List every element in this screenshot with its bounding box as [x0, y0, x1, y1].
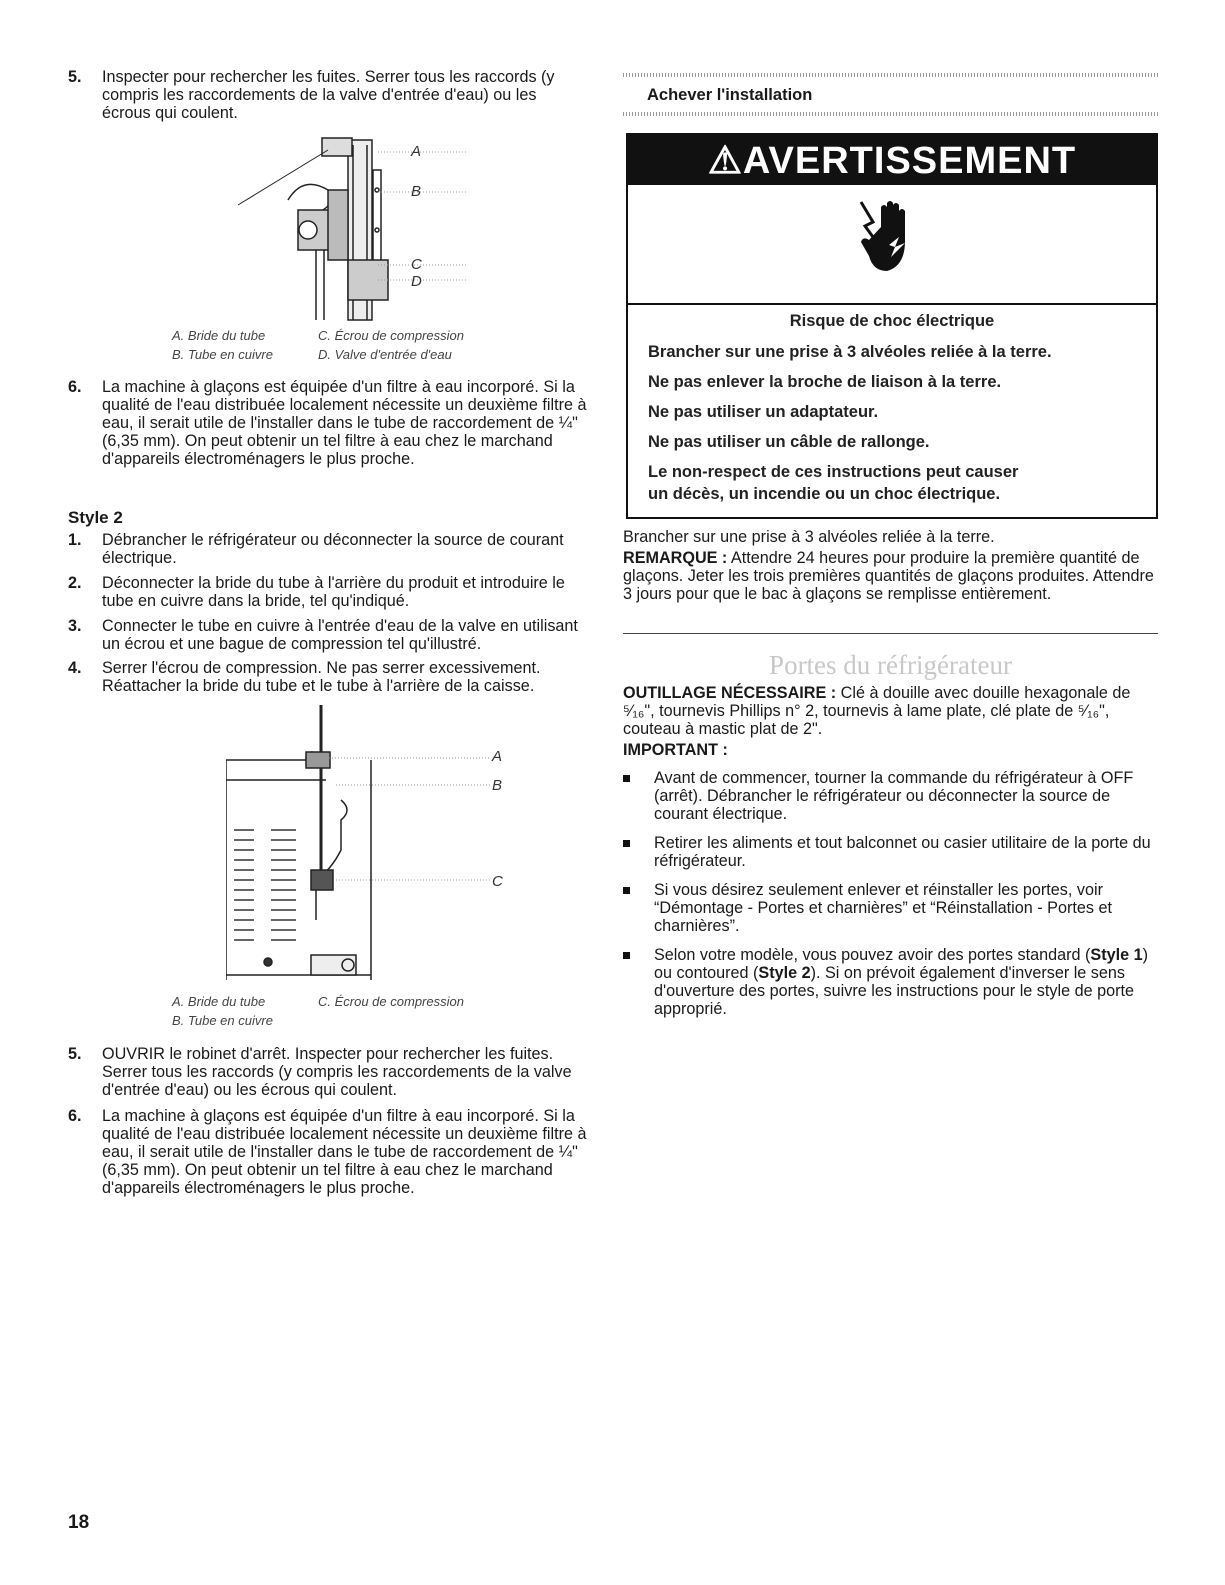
- bullet-text: Si vous désirez seulement enlever et réinstaller les portes, voir “Démontage - Portes et charnières” et “Réinstallation - Portes et charnières”.: [654, 881, 1112, 935]
- bullet-item: [623, 946, 1158, 1018]
- bullet-text-part: Selon votre modèle, vous pouvez avoir des portes standard (: [654, 946, 1091, 964]
- caption-c: C. Écrou de compression: [318, 328, 464, 343]
- style-2-heading: Style 2: [68, 508, 123, 527]
- step-text: OUVRIR le robinet d'arrêt. Inspecter pour rechercher les fuites. Serrer tous les raccords (y compris les raccordements de la valve d'entrée d'eau) ou les écrous qui coulent.: [102, 1045, 572, 1099]
- warning-line-3: Ne pas utiliser un adaptateur.: [648, 403, 879, 421]
- divider-dotted: [623, 73, 1158, 77]
- tube-clamp-figure: [226, 700, 526, 990]
- figure-label-a: A: [411, 143, 422, 160]
- page-number: 18: [68, 1512, 90, 1533]
- style-1-label: Style 1: [1090, 946, 1143, 964]
- warning-line-5: Le non-respect de ces instructions peut causer: [648, 463, 1019, 481]
- step-number: 2.: [68, 574, 82, 592]
- style2-step-2: [68, 574, 588, 610]
- warning-icon-area: [628, 185, 1156, 305]
- step-number: 3.: [68, 617, 82, 635]
- step-number: 6.: [68, 1107, 82, 1125]
- caption-b: B. Tube en cuivre: [172, 1013, 273, 1028]
- bullet-text-part: ). Si on prévoit également d'inverser le sens d'ouverture des portes, suivre les instructions pour le style de porte approprié.: [654, 964, 1134, 1018]
- style2-step-1: [68, 531, 588, 567]
- caption-b: B. Tube en cuivre: [172, 347, 273, 362]
- warning-line-2: Ne pas enlever la broche de liaison à la terre.: [648, 373, 1002, 391]
- warning-title: AVERTISSEMENT: [742, 140, 1077, 182]
- step-text: Déconnecter la bride du tube à l'arrière du produit et introduire le tube en cuivre dans la bride, tel qu'indiqué.: [102, 574, 565, 610]
- section-heading: Achever l'installation: [647, 86, 813, 104]
- style2-step-4: [68, 659, 588, 695]
- electric-shock-hand-icon: [856, 197, 926, 277]
- bullet-text: Retirer les aliments et tout balconnet ou casier utilitaire de la porte du réfrigérateur.: [654, 834, 1151, 870]
- figure-label-c: C: [411, 256, 422, 273]
- figure-label-d: D: [411, 273, 422, 290]
- bullet-square-icon: [623, 887, 630, 894]
- step-text: Débrancher le réfrigérateur ou déconnecter la source de courant électrique.: [102, 531, 564, 567]
- step-number: 5.: [68, 68, 82, 86]
- warning-line-6: un décès, un incendie ou un choc électrique.: [648, 485, 1001, 503]
- warning-risk: Risque de choc électrique: [789, 312, 995, 330]
- figure-label-b: B: [492, 777, 503, 794]
- doors-heading: Portes du réfrigérateur: [769, 650, 1012, 680]
- bullet-item: [623, 834, 1158, 870]
- note-text: Attendre 24 heures pour produire la première quantité de glaçons. Jeter les trois premières quantités de glaçons produites. Attendre 3 jours pour que le bac à glaçons se remplisse entièrement.: [623, 549, 1154, 603]
- step-5-open-valve: [68, 1045, 588, 1099]
- step-text: Connecter le tube en cuivre à l'entrée d'eau de la valve en utilisant un écrou et une bague de compression tel qu'illustré.: [102, 617, 578, 653]
- step-5-inspect: [68, 68, 588, 122]
- step-6-filter: [68, 1107, 588, 1197]
- divider-dotted: [623, 112, 1158, 116]
- style2-step-3: [68, 617, 588, 653]
- divider: [623, 633, 1158, 634]
- caption-a: A. Bride du tube: [172, 994, 266, 1009]
- tools-text: Clé à douille avec douille hexagonale de ⁵⁄₁₆", tournevis Phillips n° 2, tournevis à lame plate, clé plate de ⁵⁄₁₆", couteau à mastic plat de 2".: [623, 684, 1131, 738]
- step-text: La machine à glaçons est équipée d'un filtre à eau incorporé. Si la qualité de l'eau distribuée localement nécessite un deuxième filtre à eau, il serait utile de l'installer dans le tube de raccordement de ¼" (6,35 mm). On peut obtenir un tel filtre à eau chez le marchand d'appareils électroménagers le plus proche.: [102, 378, 587, 468]
- figure-label-c: C: [492, 873, 503, 890]
- step-number: 4.: [68, 659, 82, 677]
- step-number: 1.: [68, 531, 82, 549]
- important-label: IMPORTANT :: [623, 741, 728, 759]
- step-number: 6.: [68, 378, 82, 396]
- bullet-square-icon: [623, 952, 630, 959]
- bullet-square-icon: [623, 775, 630, 782]
- figure-label-b: B: [411, 183, 422, 200]
- step-text: La machine à glaçons est équipée d'un filtre à eau incorporé. Si la qualité de l'eau distribuée localement nécessite un deuxième filtre à eau, il serait utile de l'installer dans le tube de raccordement de ¼" (6,35 mm). On peut obtenir un tel filtre à eau chez le marchand d'appareils électroménagers le plus proche.: [102, 1107, 587, 1197]
- bullet-item: [623, 769, 1158, 823]
- bullet-square-icon: [623, 840, 630, 847]
- bullet-text-part: ) ou contoured (: [654, 946, 1149, 982]
- step-number: 5.: [68, 1045, 82, 1063]
- caption-a: A. Bride du tube: [172, 328, 266, 343]
- ground-instruction: Brancher sur une prise à 3 alvéoles reliée à la terre.: [623, 528, 995, 546]
- tools-label: OUTILLAGE NÉCESSAIRE :: [623, 684, 837, 702]
- tools-paragraph: [623, 684, 1158, 738]
- warning-triangle-icon: ⚠: [707, 140, 743, 182]
- condenser-coils: [234, 830, 296, 940]
- bullet-text: [654, 946, 1158, 1018]
- caption-c: C. Écrou de compression: [318, 994, 464, 1009]
- step-text: Serrer l'écrou de compression. Ne pas serrer excessivement. Réattacher la bride du tube et le tube à l'arrière de la caisse.: [102, 659, 541, 695]
- step-6-filter: [68, 378, 588, 468]
- note-paragraph: [623, 549, 1158, 603]
- valve-figure: [228, 130, 528, 325]
- bullet-text: Avant de commencer, tourner la commande du réfrigérateur à OFF (arrêt). Débrancher le réfrigérateur ou déconnecter la source de courant électrique.: [654, 769, 1134, 823]
- caption-d: D. Valve d'entrée d'eau: [318, 347, 452, 362]
- warning-line-1: Brancher sur une prise à 3 alvéoles reliée à la terre.: [648, 343, 1052, 361]
- bullet-item: [623, 881, 1158, 935]
- warning-header: [628, 135, 1156, 185]
- style-2-label: Style 2: [758, 964, 811, 982]
- step-text: Inspecter pour rechercher les fuites. Serrer tous les raccords (y compris les raccordements de la valve d'entrée d'eau) ou les écrous qui coulent.: [102, 68, 555, 122]
- warning-box: [626, 133, 1158, 519]
- figure-label-a: A: [492, 748, 503, 765]
- warning-line-4: Ne pas utiliser un câble de rallonge.: [648, 433, 930, 451]
- note-label: REMARQUE :: [623, 549, 728, 567]
